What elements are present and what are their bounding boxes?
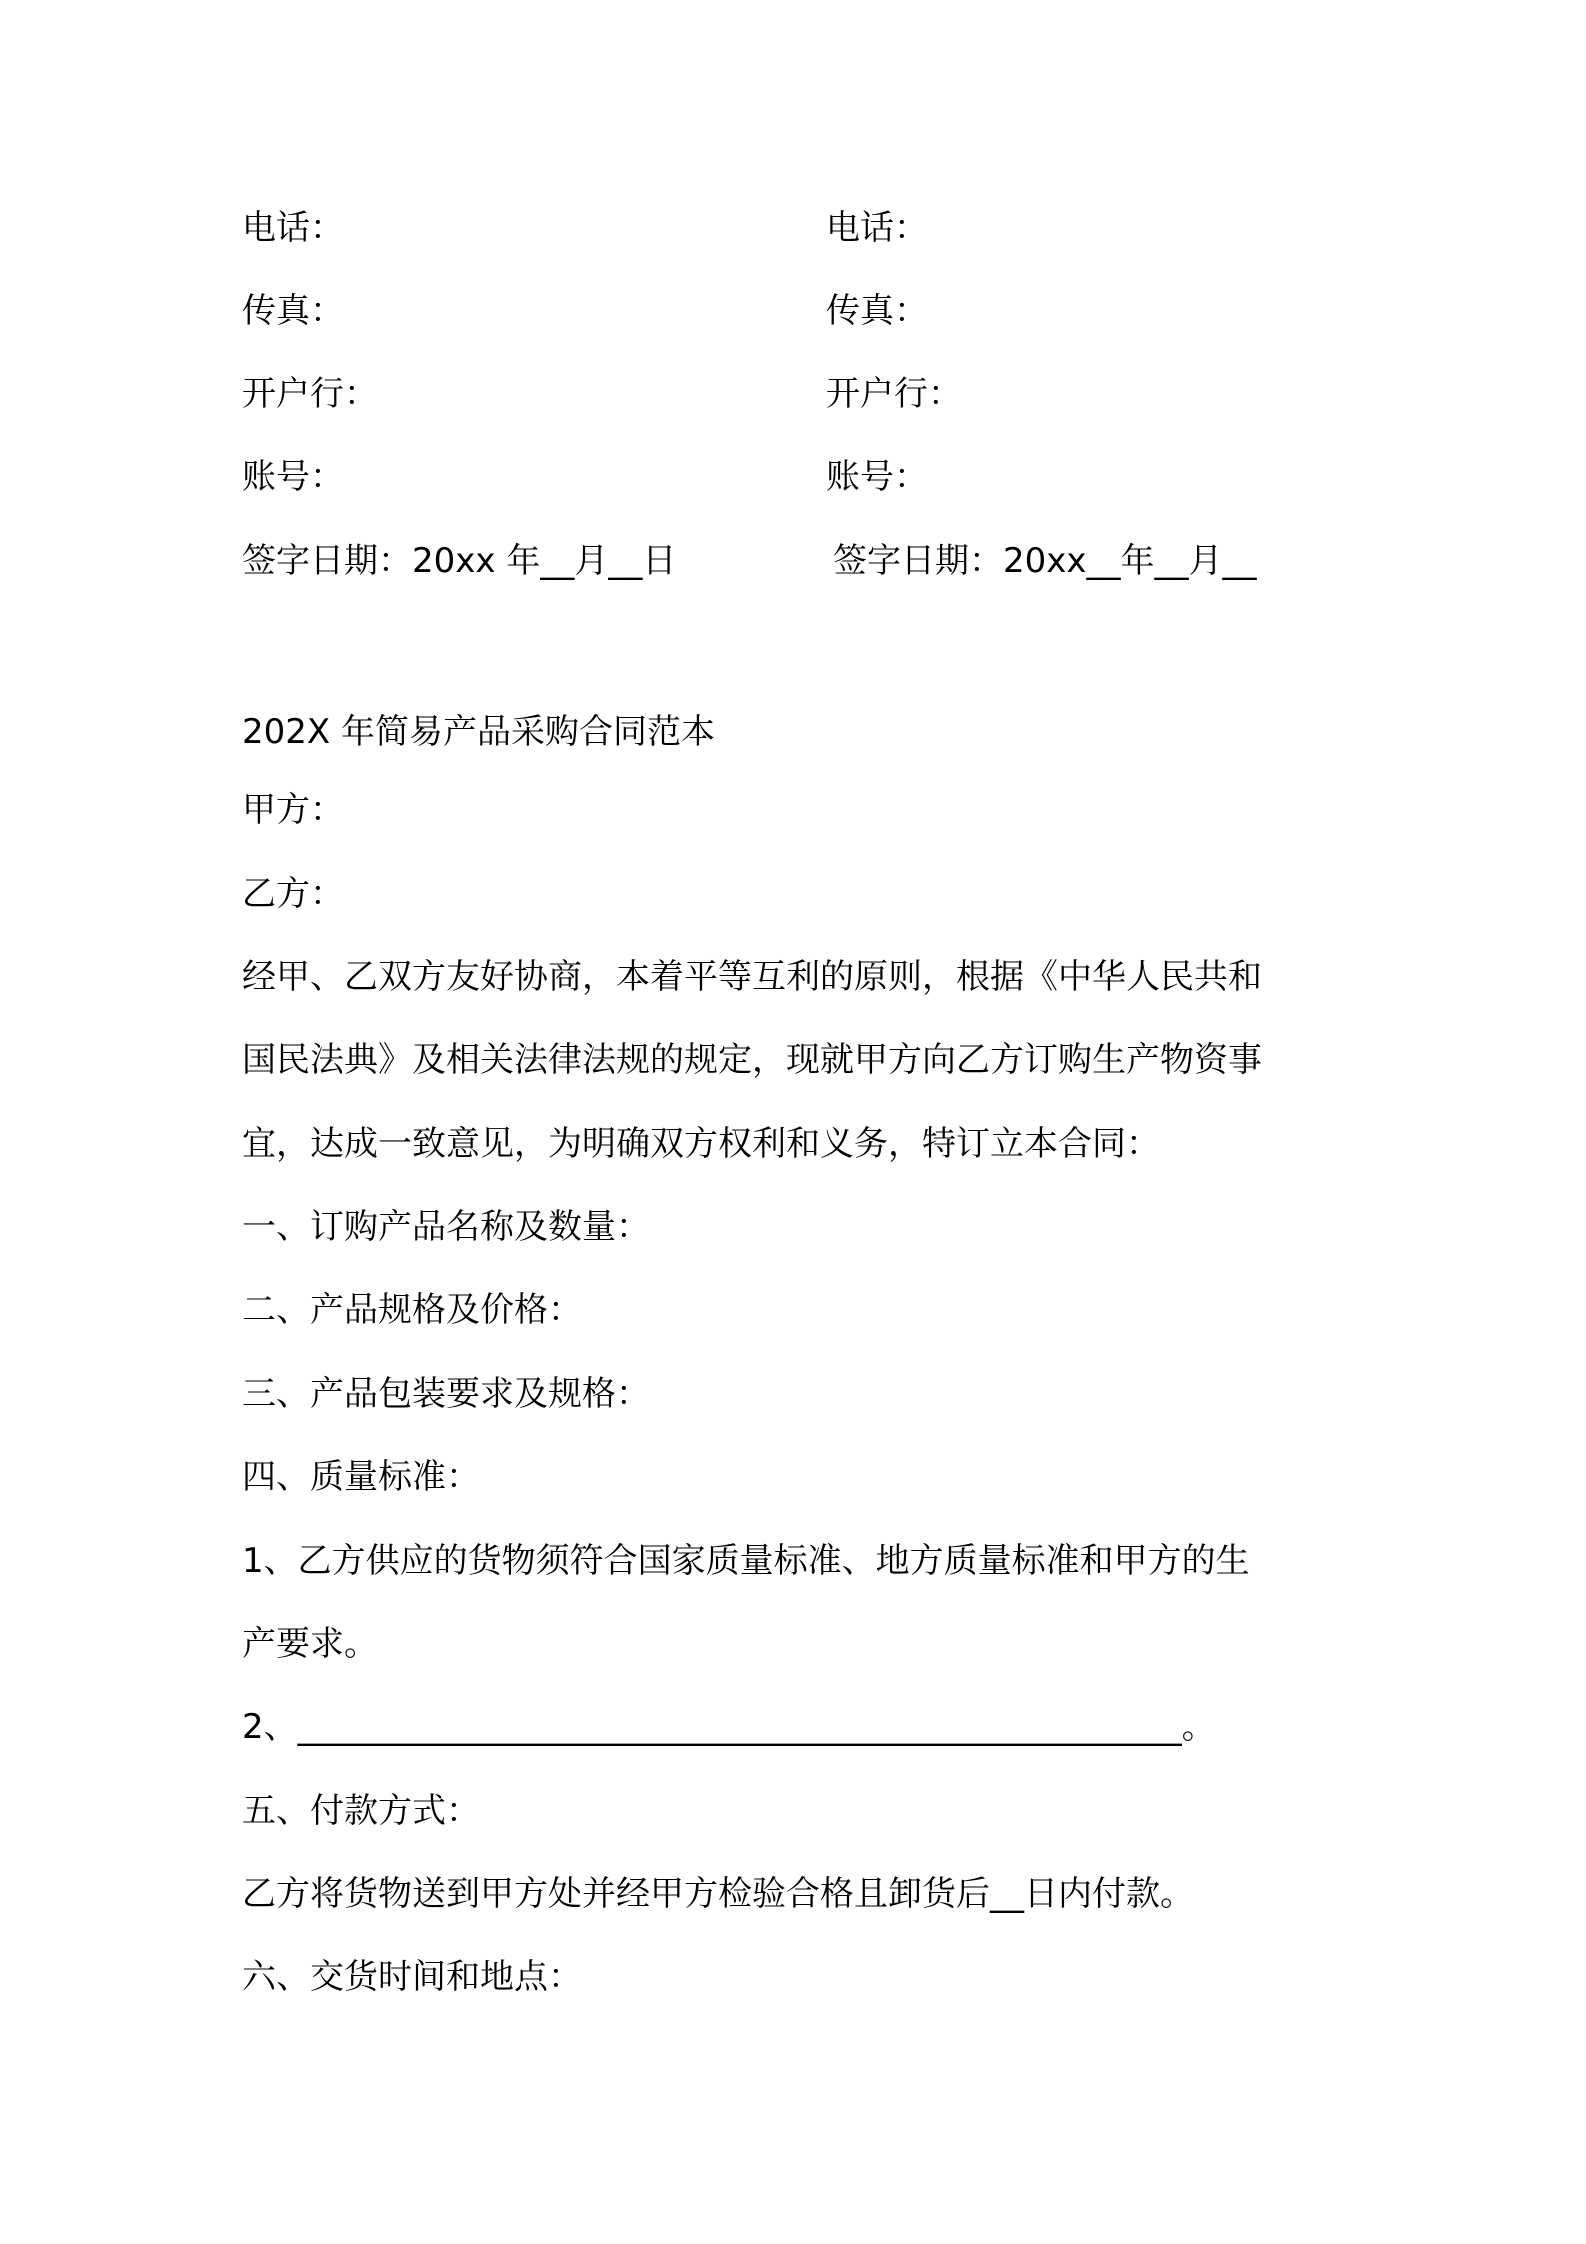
right-fax-label: 传真： xyxy=(826,291,928,331)
quality-clause-2: 2、____________________________________________________。 xyxy=(242,1707,1216,1747)
left-phone-label: 电话： xyxy=(242,208,344,248)
section-heading-2: 二、产品规格及价格： xyxy=(242,1290,582,1330)
left-fax-label: 传真： xyxy=(242,291,344,331)
section-heading-3: 三、产品包装要求及规格： xyxy=(242,1374,650,1414)
right-account-label: 账号： xyxy=(826,457,928,497)
quality-clause-1-line: 1、乙方供应的货物须符合国家质量标准、地方质量标准和甲方的生 xyxy=(242,1541,1250,1581)
section-heading-5: 五、付款方式： xyxy=(242,1791,480,1831)
preamble-line: 宜，达成一致意见，为明确双方权利和义务，特订立本合同： xyxy=(242,1124,1160,1164)
left-account-label: 账号： xyxy=(242,457,344,497)
section-heading-6: 六、交货时间和地点： xyxy=(242,1957,582,1997)
section-heading-4: 四、质量标准： xyxy=(242,1457,480,1497)
contract-title: 202X 年简易产品采购合同范本 xyxy=(242,712,715,752)
quality-clause-1-line: 产要求。 xyxy=(242,1624,378,1664)
left-sign-date: 签字日期：20xx 年__月__日 xyxy=(242,541,677,581)
section-heading-1: 一、订购产品名称及数量： xyxy=(242,1207,650,1247)
preamble-line: 国民法典》及相关法律法规的规定，现就甲方向乙方订购生产物资事 xyxy=(242,1040,1262,1080)
preamble-line: 经甲、乙双方友好协商，本着平等互利的原则，根据《中华人民共和 xyxy=(242,957,1262,997)
party-b-label: 乙方： xyxy=(242,874,344,914)
party-a-label: 甲方： xyxy=(242,790,344,830)
right-phone-label: 电话： xyxy=(826,208,928,248)
right-bank-label: 开户行： xyxy=(826,374,962,414)
left-bank-label: 开户行： xyxy=(242,374,378,414)
payment-terms: 乙方将货物送到甲方处并经甲方检验合格且卸货后__日内付款。 xyxy=(242,1874,1194,1914)
right-sign-date: 签字日期：20xx__年__月__ xyxy=(833,541,1257,581)
